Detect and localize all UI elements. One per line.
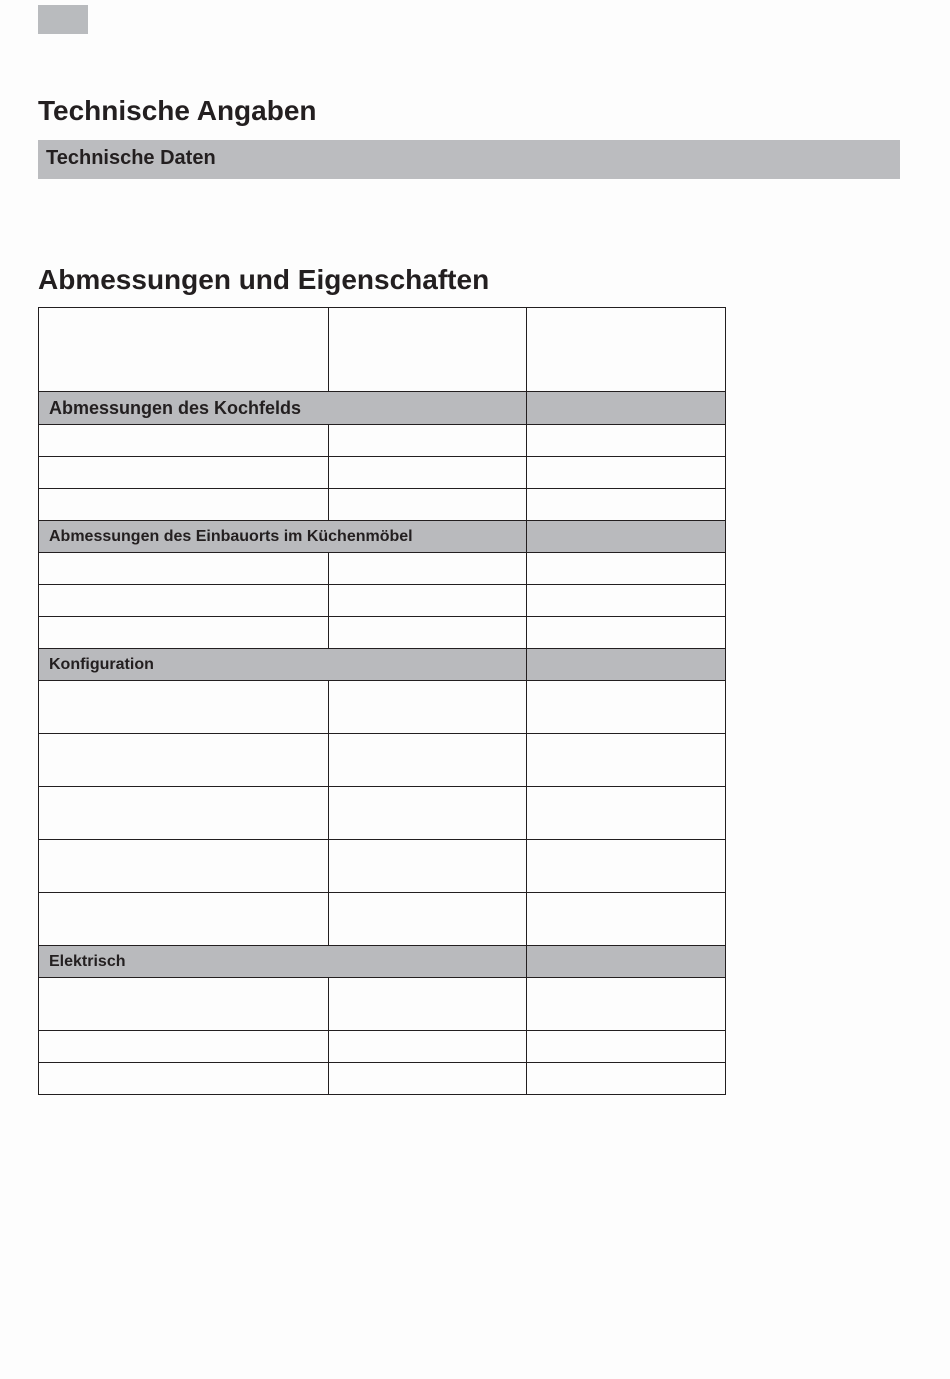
table-cell xyxy=(39,425,329,457)
table-cell xyxy=(329,893,527,946)
table-cell xyxy=(39,893,329,946)
table-row xyxy=(39,840,726,893)
table-cell xyxy=(39,457,329,489)
table-header-row xyxy=(39,308,726,392)
table-row xyxy=(39,978,726,1031)
table-cell xyxy=(39,840,329,893)
table-cell xyxy=(329,489,527,521)
table-cell xyxy=(329,585,527,617)
section-bar-label: Technische Daten xyxy=(46,147,216,169)
table-row xyxy=(39,681,726,734)
table-heading: Abmessungen und Eigenschaften xyxy=(38,264,490,295)
section-row-installation-dimensions xyxy=(39,521,726,553)
table-cell xyxy=(329,681,527,734)
table-cell xyxy=(527,308,726,392)
page-title: Technische Angaben xyxy=(38,95,317,126)
table-cell xyxy=(39,1031,329,1063)
table-cell xyxy=(39,553,329,585)
table-row xyxy=(39,617,726,649)
table-row xyxy=(39,1031,726,1063)
table-row xyxy=(39,585,726,617)
specifications-table xyxy=(38,307,726,1095)
table-cell xyxy=(329,553,527,585)
table-cell xyxy=(527,553,726,585)
table-cell xyxy=(39,308,329,392)
table-cell xyxy=(39,681,329,734)
table-cell xyxy=(39,978,329,1031)
table-cell xyxy=(329,1063,527,1095)
table-cell xyxy=(527,617,726,649)
table-cell xyxy=(329,734,527,787)
section-row-configuration xyxy=(39,649,726,681)
table-cell xyxy=(527,840,726,893)
section-row-cooktop-dimensions xyxy=(39,392,726,425)
table-cell xyxy=(527,489,726,521)
table-row xyxy=(39,1063,726,1095)
table-cell xyxy=(527,893,726,946)
table-cell xyxy=(527,1031,726,1063)
table-cell xyxy=(329,308,527,392)
table-row xyxy=(39,734,726,787)
table-row xyxy=(39,425,726,457)
table-cell xyxy=(39,734,329,787)
section-label: Abmessungen des Einbauorts im Küchenmöbel xyxy=(39,521,527,553)
table-cell xyxy=(527,946,726,978)
table-row xyxy=(39,489,726,521)
table-cell xyxy=(329,787,527,840)
table-row xyxy=(39,457,726,489)
table-cell xyxy=(527,457,726,489)
table-cell xyxy=(527,521,726,553)
table-cell xyxy=(39,787,329,840)
table-cell xyxy=(329,978,527,1031)
table-cell xyxy=(527,734,726,787)
table-cell xyxy=(39,617,329,649)
table-cell xyxy=(329,840,527,893)
section-bar xyxy=(38,140,900,179)
table-row xyxy=(39,553,726,585)
table-cell xyxy=(329,457,527,489)
table-cell xyxy=(39,585,329,617)
table-cell xyxy=(527,649,726,681)
table-cell xyxy=(329,425,527,457)
table-row xyxy=(39,787,726,840)
table-cell xyxy=(527,1063,726,1095)
section-row-electrical xyxy=(39,946,726,978)
table-cell xyxy=(527,585,726,617)
table-cell xyxy=(329,617,527,649)
table-cell xyxy=(527,392,726,425)
table-cell xyxy=(329,1031,527,1063)
table-cell xyxy=(527,978,726,1031)
page-tab-marker xyxy=(38,5,88,34)
table-cell xyxy=(39,1063,329,1095)
table-cell xyxy=(39,489,329,521)
section-label: Konfiguration xyxy=(39,649,527,681)
table-row xyxy=(39,893,726,946)
section-label: Elektrisch xyxy=(39,946,527,978)
table-cell xyxy=(527,681,726,734)
table-cell xyxy=(527,787,726,840)
table-cell xyxy=(527,425,726,457)
section-label: Abmessungen des Kochfelds xyxy=(39,392,527,425)
